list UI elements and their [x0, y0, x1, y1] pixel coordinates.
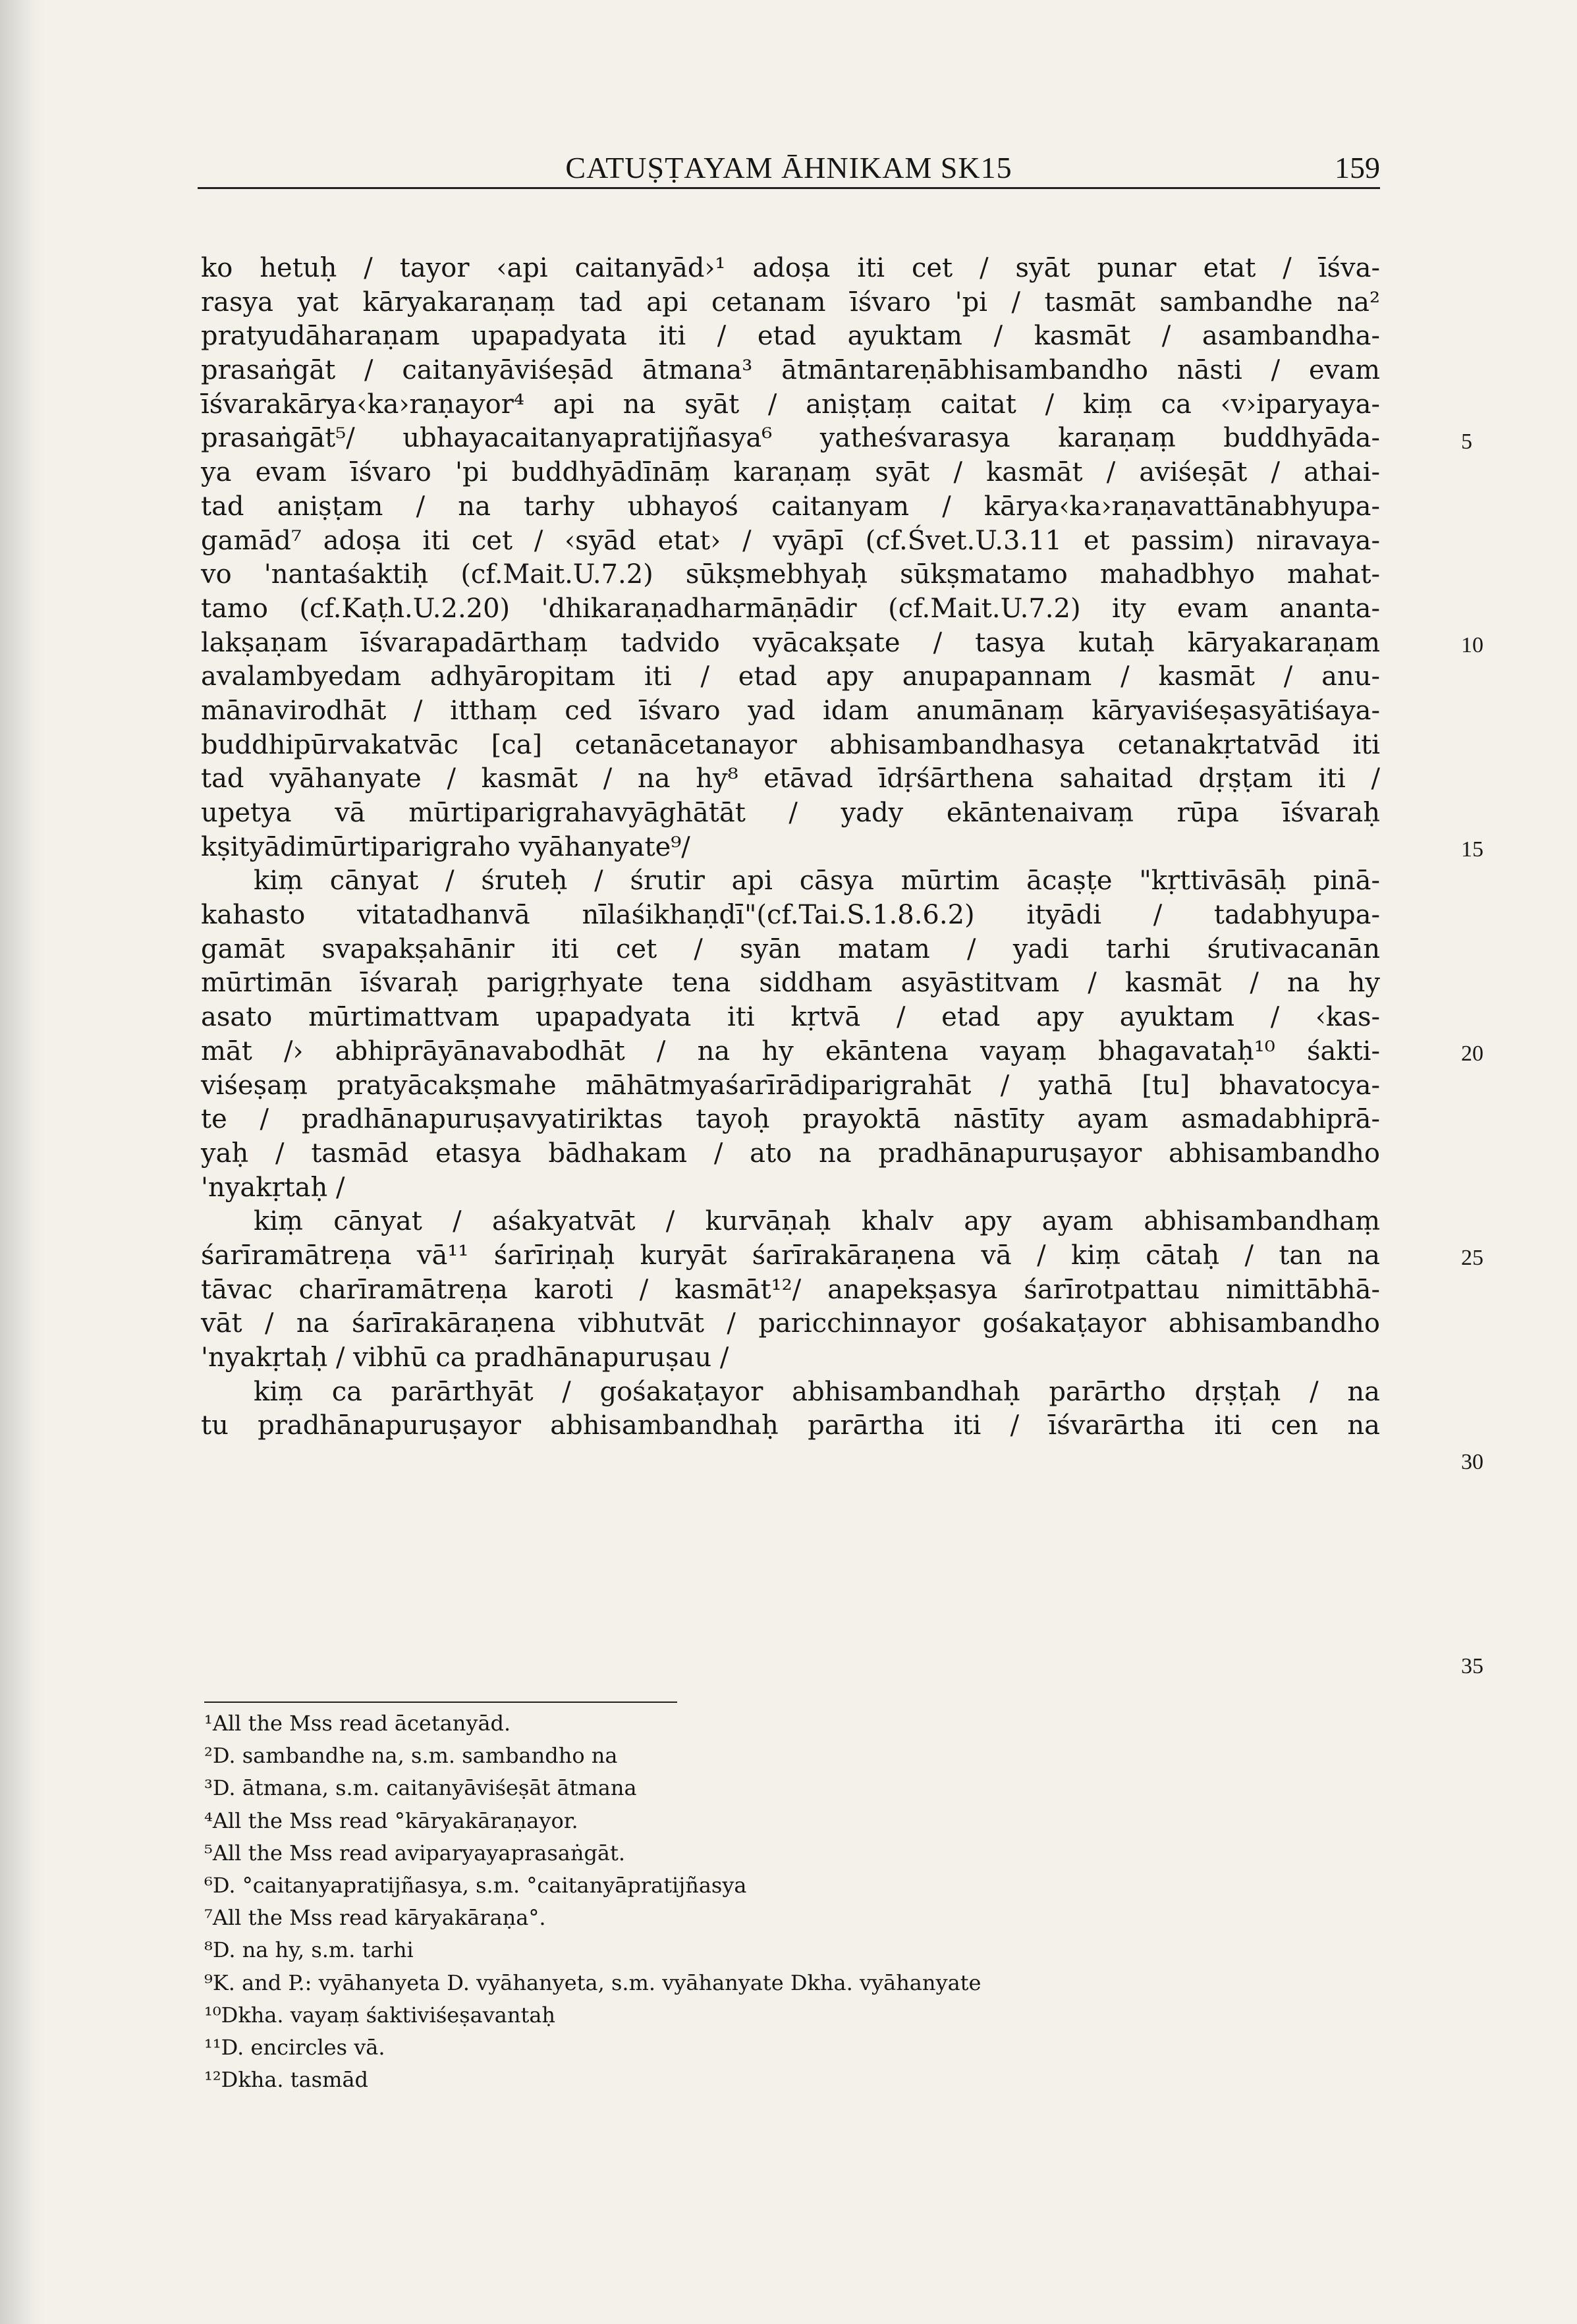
text-line: upetya vā mūrtiparigrahavyāghātāt / yady ekāntenaivaṃ rūpa īśvaraḥ	[201, 798, 1380, 828]
text-line: kiṃ cānyat / aśakyatvāt / kurvāṇaḥ khalv apy ayam abhisambandhaṃ	[254, 1206, 1380, 1237]
running-header	[198, 150, 1380, 184]
text-line: yaḥ / tasmād etasya bādhakam / ato na pradhānapuruṣayor abhisambandho	[201, 1138, 1380, 1169]
text-line: pratyudāharaṇam upapadyata iti / etad ayuktam / kasmāt / asambandha-	[201, 321, 1380, 352]
footnote: ⁸D. na hy, s.m. tarhi	[204, 1937, 414, 1963]
text-line: kahasto vitatadhanvā nīlaśikhaṇḍī"(cf.Tai.S.1.8.6.2) ityādi / tadabhyupa-	[201, 900, 1380, 931]
text-line: asato mūrtimattvam upapadyata iti kṛtvā / etad apy ayuktam / ‹kas-	[201, 1002, 1380, 1033]
text-line: vo 'nantaśaktiḥ (cf.Mait.U.7.2) sūkṣmebhyaḥ sūkṣmatamo mahadbhyo mahat-	[201, 559, 1380, 590]
text-line: te / pradhānapuruṣavyatiriktas tayoḥ prayoktā nāstīty ayam asmadabhiprā-	[201, 1104, 1380, 1135]
text-line: tad vyāhanyate / kasmāt / na hy⁸ etāvad īdṛśārthena sahaitad dṛṣṭam iti /	[201, 763, 1380, 794]
footnote: ⁶D. °caitanyapratijñasya, s.m. °caitanyāpratijñasya	[204, 1872, 747, 1898]
text-line: prasaṅgāt⁵/ ubhayacaitanyapratijñasya⁶ yatheśvarasya karaṇaṃ buddhyāda-	[201, 423, 1380, 454]
text-line: 'nyakṛtaḥ /	[201, 1172, 345, 1203]
line-number: 15	[1461, 837, 1483, 862]
line-number: 5	[1461, 429, 1472, 454]
running-title: CATUṢṬAYAM ĀHNIKAM SK15	[565, 151, 1012, 184]
text-line: śarīramātreṇa vā¹¹ śarīriṇaḥ kuryāt śarīrakāraṇena vā / kiṃ cātaḥ / tan na	[201, 1240, 1380, 1271]
footnote: ¹All the Mss read ācetanyād.	[204, 1711, 511, 1736]
text-line: tamo (cf.Kaṭh.U.2.20) 'dhikaraṇadharmāṇādir (cf.Mait.U.7.2) ity evam ananta-	[201, 593, 1380, 624]
footnote: ³D. ātmana, s.m. caitanyāviśeṣāt ātmana	[204, 1775, 637, 1801]
text-line: mūrtimān īśvaraḥ parigṛhyate tena siddham asyāstitvam / kasmāt / na hy	[201, 968, 1380, 999]
main-text	[201, 252, 1380, 1443]
text-line: ya evam īśvaro 'pi buddhyādīnāṃ karaṇaṃ syāt / kasmāt / aviśeṣāt / athai-	[201, 457, 1380, 488]
text-line: mānavirodhāt / itthaṃ ced īśvaro yad idam anumānaṃ kāryaviśeṣasyātiśaya-	[201, 695, 1380, 726]
page-number: 159	[1335, 151, 1380, 184]
text-line: lakṣaṇam īśvarapadārthaṃ tadvido vyācakṣate / tasya kutaḥ kāryakaraṇam	[201, 627, 1380, 658]
text-line: avalambyedam adhyāropitam iti / etad apy anupapannam / kasmāt / anu-	[201, 661, 1380, 692]
text-line: tāvac charīramātreṇa karoti / kasmāt¹²/ anapekṣasya śarīrotpattau nimittābhā-	[201, 1274, 1380, 1305]
scan-edge-shadow	[0, 0, 46, 2324]
text-line: kiṃ cānyat / śruteḥ / śrutir api cāsya mūrtim ācaṣṭe "kṛttivāsāḥ pinā-	[254, 866, 1380, 897]
text-line: rasya yat kāryakaraṇaṃ tad api cetanam īśvaro 'pi / tasmāt sambandhe na²	[201, 287, 1380, 318]
line-number: 10	[1461, 633, 1483, 657]
line-number: 30	[1461, 1450, 1483, 1474]
footnote: ⁵All the Mss read aviparyayaprasaṅgāt.	[204, 1840, 626, 1866]
text-line: vāt / na śarīrakāraṇena vibhutvāt / paricchinnayor gośakaṭayor abhisambandho	[201, 1308, 1380, 1339]
footnote: ⁴All the Mss read °kāryakāraṇayor.	[204, 1808, 578, 1833]
line-number: 20	[1461, 1041, 1483, 1066]
footnote: ⁹K. and P.: vyāhanyeta D. vyāhanyeta, s.m. vyāhanyate Dkha. vyāhanyate	[204, 1970, 982, 1995]
line-number: 35	[1461, 1654, 1483, 1678]
footnote: ¹¹D. encircles vā.	[204, 2034, 385, 2060]
line-number: 25	[1461, 1246, 1483, 1270]
text-line: prasaṅgāt / caitanyāviśeṣād ātmana³ ātmāntareṇābhisambandho nāsti / evam	[201, 355, 1380, 386]
text-line: kṣityādimūrtiparigraho vyāhanyate⁹/	[201, 831, 690, 862]
text-line: gamād⁷ adoṣa iti cet / ‹syād etat› / vyāpī (cf.Śvet.U.3.11 et passim) niravaya-	[201, 525, 1380, 556]
text-line: īśvarakārya‹ka›raṇayor⁴ api na syāt / aniṣṭaṃ caitat / kiṃ ca ‹v›iparyaya-	[201, 389, 1380, 420]
footnote: ¹⁰Dkha. vayaṃ śaktiviśeṣavantaḥ	[204, 2002, 556, 2028]
header-rule	[198, 187, 1380, 189]
text-line: kiṃ ca parārthyāt / gośakaṭayor abhisambandhaḥ parārtho dṛṣṭaḥ / na	[254, 1376, 1380, 1407]
footnote: ²D. sambandhe na, s.m. sambandho na	[204, 1743, 618, 1769]
text-line: gamāt svapakṣahānir iti cet / syān matam / yadi tarhi śrutivacanān	[201, 933, 1380, 964]
text-line: 'nyakṛtaḥ / vibhū ca pradhānapuruṣau /	[201, 1342, 729, 1373]
text-line: ko hetuḥ / tayor ‹api caitanyād›¹ adoṣa iti cet / syāt punar etat / īśva-	[201, 253, 1380, 283]
text-line: viśeṣaṃ pratyācakṣmahe māhātmyaśarīrādiparigrahāt / yathā [tu] bhavatocya-	[201, 1070, 1380, 1101]
footnote: ¹²Dkha. tasmād	[204, 2067, 368, 2093]
text-line: buddhipūrvakatvāc [ca] cetanācetanayor abhisambandhasya cetanakṛtatvād iti	[201, 729, 1380, 760]
footnote-rule	[204, 1702, 677, 1703]
footnote: ⁷All the Mss read kāryakāraṇa°.	[204, 1905, 546, 1931]
text-line: tu pradhānapuruṣayor abhisambandhaḥ parārtha iti / īśvarārtha iti cen na	[201, 1410, 1380, 1441]
text-line: māt /› abhiprāyānavabodhāt / na hy ekāntena vayaṃ bhagavataḥ¹⁰ śakti-	[201, 1036, 1380, 1066]
footnotes	[204, 1707, 1126, 2096]
text-line: tad aniṣṭam / na tarhy ubhayoś caitanyam / kārya‹ka›raṇavattānabhyupa-	[201, 491, 1380, 522]
